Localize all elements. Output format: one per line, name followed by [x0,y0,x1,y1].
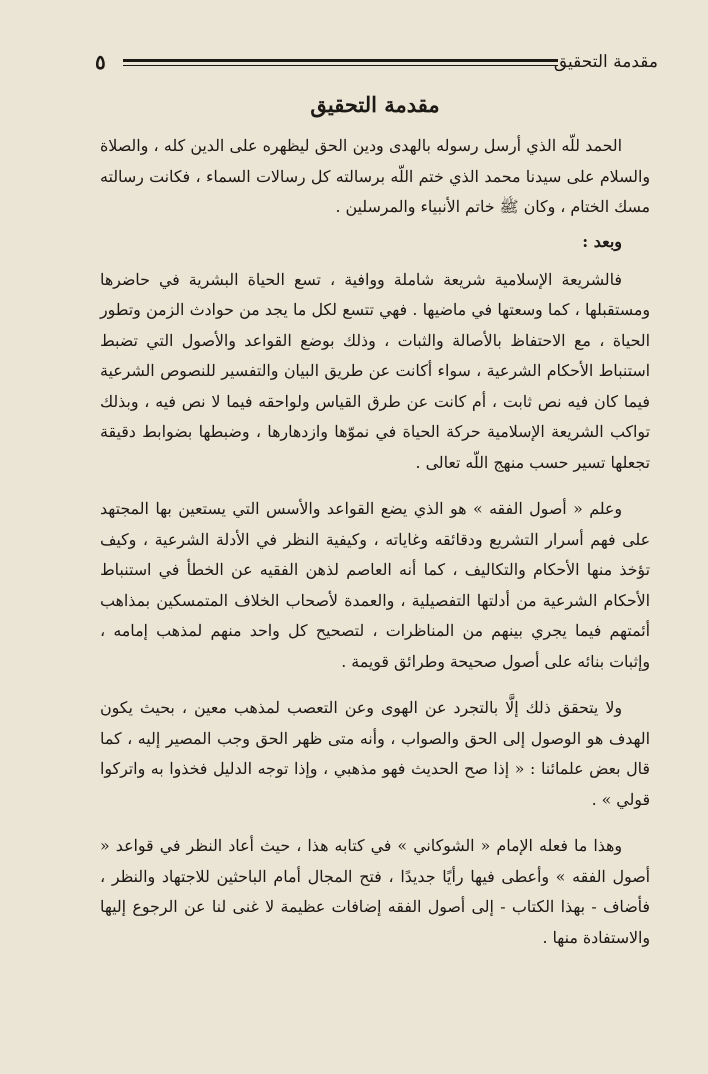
header-rule-thick [123,59,558,62]
paragraph-sharia: فالشريعة الإسلامية شريعة شاملة ووافية ، تسع الحياة البشرية في حاضرها ومستقبلها ، كما وسعتها في ماضيها . فهي تتسع لكل ما يجد من حوادث الزمن وتطور الحياة ، مع الاحتفاظ بالأصالة والثبات ، وذلك بوضع القواعد والأصول التي تضبط استنباط الأحكام الشرعية ، سواء أكانت عن طريق البيان والتفسير للنصوص الشرعية فيما كان فيه نص ثابت ، أم كانت عن طرق القياس ولواحقه فيما لا نص فيه ، وبذلك تواكب الشريعة الإسلامية حركة الحياة في نموّها وازدهارها ، وضبطها بضوابط دقيقة تجعلها تسير حسب منهج اللّه تعالى . [100,269,650,472]
page-content [100,92,650,969]
paragraph-tajarrud: ولا يتحقق ذلك إلَّا بالتجرد عن الهوى وعن التعصب لمذهب معين ، بحيث يكون الهدف هو الوصول إلى الحق والصواب ، وأنه متى ظهر الحق وجب المصير إليه ، كما قال بعض علمائنا : « إذا صح الحديث فهو مذهبي ، وإذا توجه الدليل فخذوا به واتركوا قولي » . [100,698,650,809]
page-number: ٥ [95,50,106,74]
subhead-wabaad: وبعد : [582,231,622,251]
running-header [95,50,658,80]
running-title: مقدمة التحقيق [553,52,658,72]
paragraph-usul: وعلم « أصول الفقه » هو الذي يضع القواعد والأسس التي يستعين بها المجتهد على فهم أسرار التشريع ودقائقه وغاياته ، وكيفية النظر في الأدلة الشرعية ، وكيف تؤخذ منها الأحكام والتكاليف ، كما أنه العاصم لذهن الفقيه عن الخطأ في استنباط الأحكام الشرعية من أدلتها التفصيلية ، والعمدة لأصحاب الخلاف المتمسكين بمذاهب أئمتهم فيما يجري بينهم من المناظرات ، لتصحيح كل واحد منهم لمذهب إمامه ، وإثبات بنائه على أصول صحيحة وطرائق قويمة . [100,499,650,671]
paragraph-intro: الحمد للّه الذي أرسل رسوله بالهدى ودين الحق ليظهره على الدين كله ، والصلاة والسلام على سيدنا محمد الذي ختم اللّه برسالته كل رسالات السماء ، فكانت رسالته مسك الختام ، وكان ﷺ خاتم الأنبياء والمرسلين . [100,136,650,216]
header-rule-thin [123,65,558,66]
section-title: مقدمة التحقيق [310,92,440,117]
paragraph-shawkani: وهذا ما فعله الإمام « الشوكاني » في كتابه هذا ، حيث أعاد النظر في قواعد « أصول الفقه » وأعطى فيها رأيًا جديدًا ، فتح المجال أمام الباحثين للاجتهاد والنظر ، فأضاف - بهذا الكتاب - إلى أصول الفقه إضافات عظيمة لا غنى لنا عن الرجوع إليها والاستفادة منها . [100,836,650,947]
